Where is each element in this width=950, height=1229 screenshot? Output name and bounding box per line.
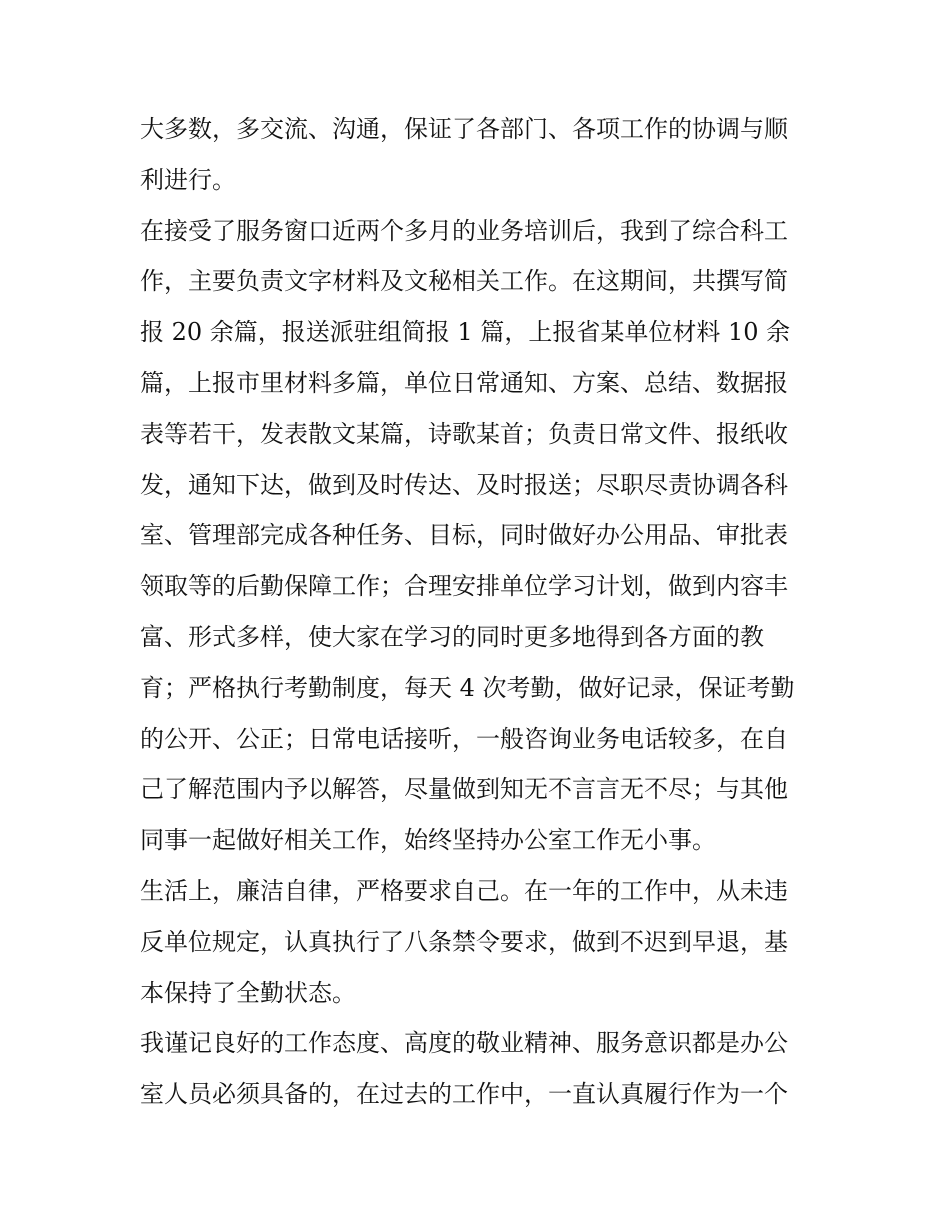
text-line: 发，通知下达，做到及时传达、及时报送；尽职尽责协调各科: [140, 470, 788, 499]
text-line: 本保持了全勤状态。: [140, 978, 356, 1007]
text-line: 利进行。: [140, 165, 236, 194]
text-line: 同事一起做好相关工作，始终坚持办公室工作无小事。: [140, 826, 716, 855]
text-line: 育；严格执行考勤制度，每天 4 次考勤，做好记录，保证考勤: [140, 673, 795, 702]
text-line: 报 20 余篇，报送派驻组简报 1 篇，上报省某单位材料 10 余: [140, 318, 791, 347]
text-line: 己了解范围内予以解答，尽量做到知无不言言无不尽；与其他: [140, 775, 788, 804]
text-line: 作，主要负责文字材料及文秘相关工作。在这期间，共撰写简: [140, 267, 788, 296]
text-line: 在接受了服务窗口近两个多月的业务培训后，我到了综合科工: [140, 216, 788, 245]
text-line: 反单位规定，认真执行了八条禁令要求，做到不迟到早退，基: [140, 927, 788, 956]
text-line: 大多数，多交流、沟通，保证了各部门、各项工作的协调与顺: [140, 115, 788, 143]
text-line: 领取等的后勤保障工作；合理安排单位学习计划，做到内容丰: [140, 572, 788, 601]
text-line: 篇，上报市里材料多篇，单位日常通知、方案、总结、数据报: [140, 368, 788, 397]
text-line: 富、形式多样，使大家在学习的同时更多地得到各方面的教: [140, 622, 764, 651]
document-body: [140, 104, 820, 1120]
text-line: 室、管理部完成各种任务、目标，同时做好办公用品、审批表: [140, 521, 788, 550]
text-line: 的公开、公正；日常电话接听，一般咨询业务电话较多，在自: [140, 724, 788, 753]
text-line: 室人员必须具备的，在过去的工作中，一直认真履行作为一个: [140, 1080, 788, 1109]
text-line: 表等若干，发表散文某篇，诗歌某首；负责日常文件、报纸收: [140, 419, 788, 448]
text-line: 生活上，廉洁自律，严格要求自己。在一年的工作中，从未违: [140, 876, 788, 905]
text-line: 我谨记良好的工作态度、高度的敬业精神、服务意识都是办公: [140, 1029, 788, 1058]
